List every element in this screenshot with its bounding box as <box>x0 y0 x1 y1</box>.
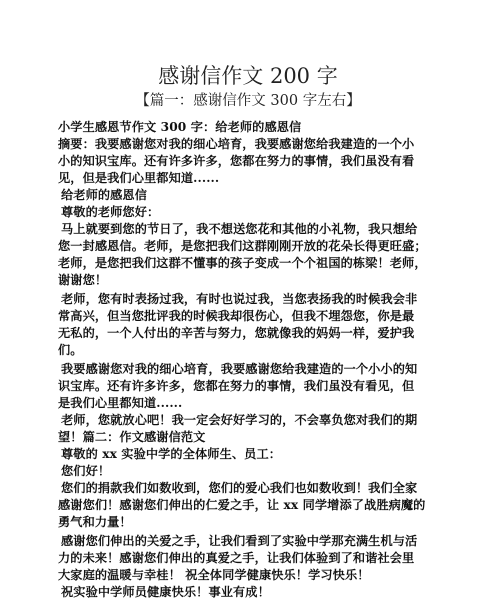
body-line: 尊敬的 xx 实验中学的全体师生、员工： <box>61 447 282 461</box>
body-line: 老师，是您把我们这群不懂事的孩子变成一个个祖国的栋梁！老师， <box>58 256 427 270</box>
body-line: 感谢您们伸出的关爱之手，让我们看到了实验中学那充满生机与活 <box>61 534 418 548</box>
body-line: 您们的捐款我们如数收到，您们的爱心我们也如数收到！我们全家 <box>61 481 418 495</box>
body-line: 摘要：我要感谢您对我的细心培育，我要感谢您给我建造的一个小 <box>58 137 415 151</box>
body-line: 小的知识宝库。还有许多许多，您都在努力的事情，我们虽没有看 <box>58 154 415 168</box>
body-line: 大家庭的温暖与幸桂！ 祝全体同学健康快乐！学习快乐！ <box>58 568 370 582</box>
body-line: 老师，您有时表扬过我，有时也说过我，当您表扬我的时候我会非 <box>61 292 418 306</box>
body-line: 老师，您就放心吧！我一定会好好学习的，不会辜负您对我们的期 <box>61 413 418 427</box>
body-line: 勇气和力量！ <box>58 515 132 529</box>
body-line: 望！篇二：作文感谢信范文 <box>58 430 206 444</box>
body-line: 们。 <box>58 343 83 357</box>
body-line: 感谢您们！感谢您们伸出的仁爱之手，让 xx 同学增添了战胜病魔的 <box>58 498 426 512</box>
body-line: 常高兴，但当您批评我的时候我却很伤心，但我不埋怨您，你是最 <box>58 309 415 323</box>
body-line: 见，但是我们心里都知道...... <box>58 171 220 185</box>
body-line: 给老师的感恩信 <box>61 188 148 202</box>
body-line: 识宝库。还有许多许多，您都在努力的事情，我们虽没有看见，但 <box>58 379 415 393</box>
document-title: 感谢信作文 200 字 <box>158 64 338 88</box>
body-line: 祝实验中学师员健康快乐！事业有成！ <box>61 585 270 599</box>
document-body <box>58 119 443 601</box>
body-line: 尊敬的老师您好： <box>61 205 160 219</box>
body-line: 您一封感恩信。老师，是您把我们这群刚刚开放的花朵长得更旺盛； <box>58 239 427 253</box>
body-line: 小学生感恩节作文 300 字：给老师的感恩信 <box>58 120 302 134</box>
body-line: 您们好！ <box>61 464 111 478</box>
body-line: 力的未来！感谢您们伸出的真爱之手，让我们体验到了和谐社会里 <box>58 551 415 565</box>
body-line: 马上就要到您的节日了，我不想送您花和其他的小礼物，我只想给 <box>61 222 418 236</box>
document-subtitle: 【篇一：感谢信作文 300 字左右】 <box>135 93 361 109</box>
body-line: 无私的，一个人付出的辛苦与努力，您就像我的妈妈一样，爱护我 <box>58 326 415 340</box>
body-line: 谢谢您！ <box>58 273 108 287</box>
body-line: 是我们心里都知道...... <box>58 396 183 410</box>
body-line: 我要感谢您对我的细心培育，我要感谢您给我建造的一个小小的知 <box>61 362 418 376</box>
